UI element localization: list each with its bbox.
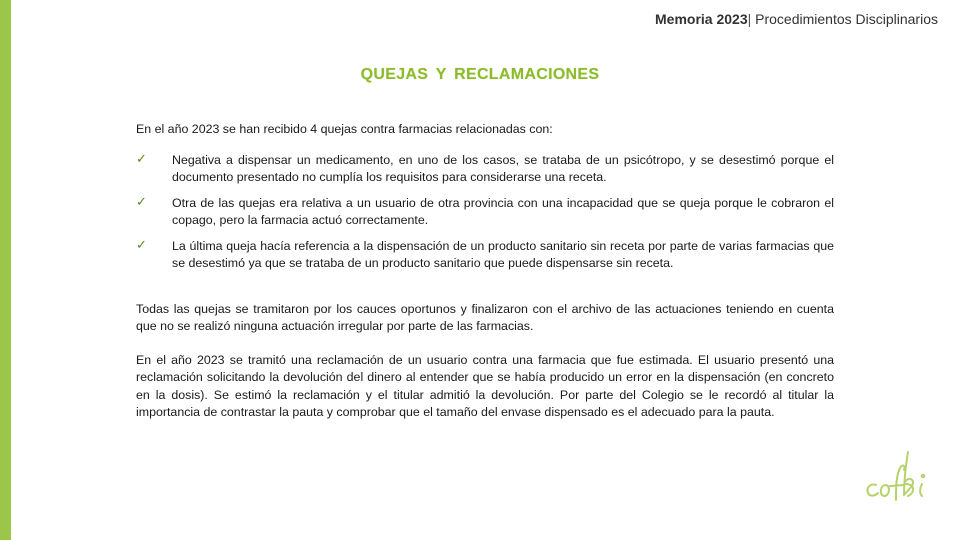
- intro-text: En el año 2023 se han recibido 4 quejas contra farmacias relacionadas con:: [136, 122, 553, 136]
- list-item: [136, 238, 834, 273]
- checkmark-icon: ✓: [136, 193, 147, 209]
- list-item-text: Otra de las quejas era relativa a un usuario de otra provincia con una incapacidad que se queja porque le cobraron el copago, pero la farmacia actuó correctamente.: [172, 195, 834, 227]
- list-item-text: La última queja hacía referencia a la dispensación de un producto sanitario sin receta por parte de varias farmacias que se desestimó ya que se trataba de un producto sanitario que puede dispensarse sin receta.: [172, 238, 834, 270]
- header-report-title: Memoria 2023: [655, 11, 748, 27]
- list-item: [136, 195, 834, 230]
- list-item-text: Negativa a dispensar un medicamento, en uno de los casos, se trataba de un psicótropo, y se desestimó porque el documento presentado no cumplía los requisitos para considerarse una receta.: [172, 152, 834, 184]
- checkmark-icon: ✓: [136, 236, 147, 252]
- header-separator: |: [747, 11, 752, 27]
- complaints-list: [136, 152, 834, 273]
- cofbi-logo: [862, 440, 932, 518]
- checkmark-icon: ✓: [136, 150, 147, 166]
- summary-paragraph: Todas las quejas se tramitaron por los cauces oportunos y finalizaron con el archivo de las actuaciones teniendo en cuenta que no se realizó ninguna actuación irregular por parte de las farmacias.: [136, 301, 834, 333]
- page-header: [655, 11, 938, 27]
- page-title: QUEJAS Y RECLAMACIONES: [360, 66, 600, 83]
- claim-paragraph: En el año 2023 se tramitó una reclamación de un usuario contra una farmacia que fue estimada. El usuario presentó una reclamación solicitando la devolución del dinero al entender que se había producido un error en la dispensación (en concreto en la dosis). Se estimó la reclamación y el titular admitió la devolución. Por parte del Colegio se le recordó al titular la importancia de contrastar la pauta y comprobar que el tamaño del envase dispensado es el adecuado para la pauta.: [136, 352, 834, 419]
- header-section-name: Procedimientos Disciplinarios: [751, 11, 938, 27]
- list-item: [136, 152, 834, 187]
- main-content: [136, 121, 834, 422]
